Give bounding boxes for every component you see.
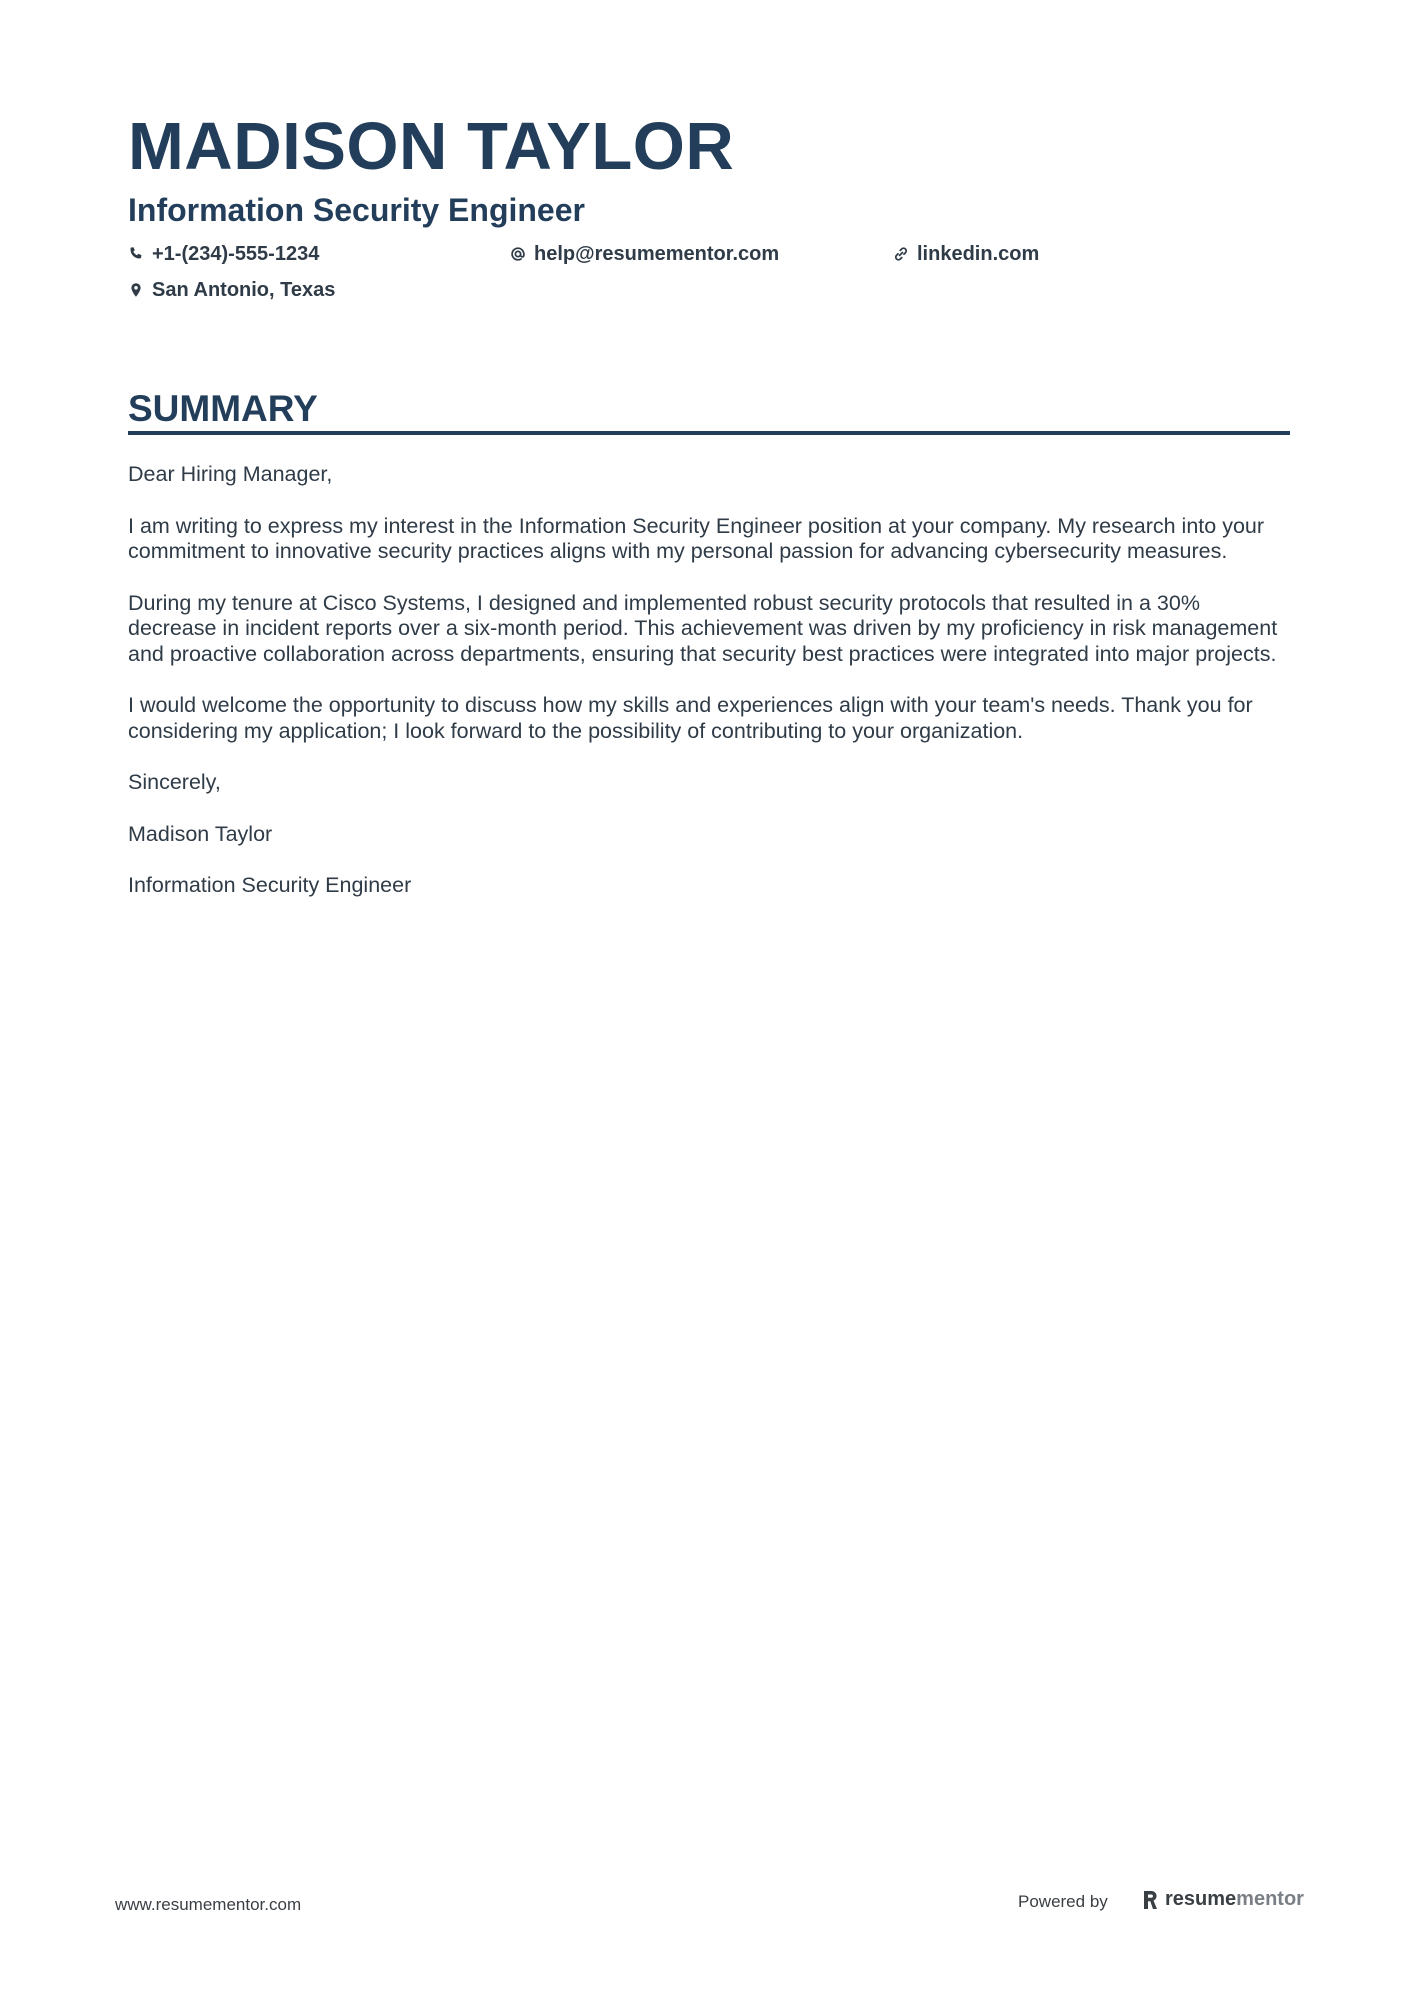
contact-location [128, 276, 335, 304]
brand-logo[interactable] [1142, 1888, 1304, 1911]
letter-paragraph: I am writing to express my interest in the Information Security Engineer position at your company. My research into your commitment to innovative security practices aligns with my personal passion for advancing cybersecurity measures. [128, 513, 1265, 563]
brand-name-bold: resume [1165, 1888, 1237, 1910]
summary-heading: SUMMARY [128, 388, 318, 429]
salutation: Dear Hiring Manager, [128, 462, 333, 486]
letter-paragraph: I would welcome the opportunity to discuss how my skills and experiences align with your team's needs. Thank you for considering my application; I look forward to the possibility of contributing to your organization. [128, 693, 1253, 743]
location-text: San Antonio, Texas [152, 278, 336, 301]
signature-title: Information Security Engineer [128, 873, 412, 897]
candidate-role: Information Security Engineer [128, 192, 585, 228]
letter-paragraph: During my tenure at Cisco Systems, I designed and implemented robust security protocols that resulted in a 30% decrease in incident reports over a six-month period. This achievement was driven by my proficiency in risk management and proactive collaboration across departments, ensuring that security best practices were integrated into major projects. [128, 590, 1278, 666]
website-text: linkedin.com [917, 242, 1040, 265]
brand-name-light: mentor [1236, 1888, 1304, 1910]
letter-body [128, 462, 1293, 925]
phone-icon [128, 246, 144, 262]
powered-by-label: Powered by [1018, 1892, 1108, 1911]
contact-website[interactable] [893, 240, 1039, 268]
email-text: help@resumementor.com [534, 242, 780, 265]
section-divider [128, 431, 1290, 435]
contact-email[interactable] [510, 240, 779, 268]
brand-mark-icon [1142, 1889, 1160, 1911]
footer-website[interactable]: www.resumementor.com [115, 1895, 302, 1914]
at-icon [510, 246, 526, 262]
phone-text: +1-(234)-555-1234 [152, 242, 320, 265]
candidate-name: MADISON TAYLOR [128, 109, 735, 184]
signature-name: Madison Taylor [128, 821, 273, 846]
closing: Sincerely, [128, 770, 221, 794]
link-icon [893, 246, 909, 262]
contact-phone [128, 240, 319, 268]
map-pin-icon [128, 282, 144, 298]
